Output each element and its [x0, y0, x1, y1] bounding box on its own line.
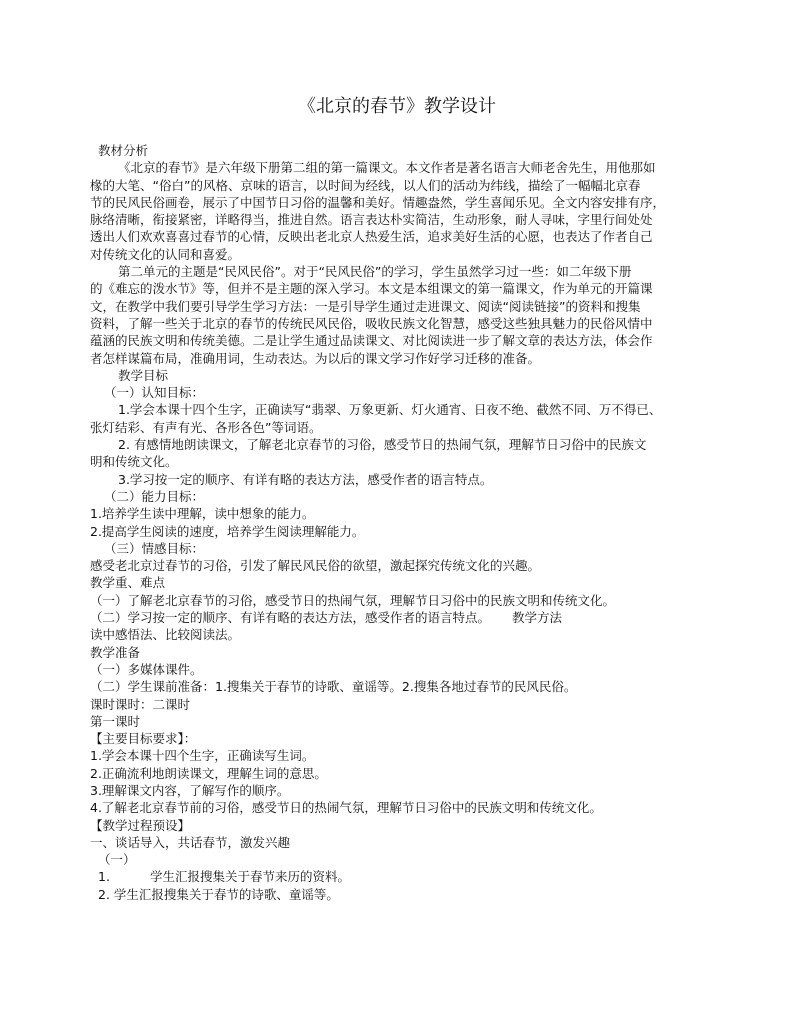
- paragraph-line: 读中感悟法、比较阅读法。: [90, 627, 241, 643]
- list-item: （一）了解老北京春节的习俗，感受节日的热闹气氛，理解节日习俗中的民族文明和传统文化。: [90, 592, 616, 608]
- subsection-heading: （一）认知目标：: [104, 385, 205, 401]
- list-item: 1.培养学生读中理解，读中想象的能力。: [90, 506, 315, 522]
- paragraph-line: 的《难忘的泼水节》等，但并不是主题的深入学习。本文是本组课文的第一篇课文，作为单元的开篇课: [90, 281, 653, 297]
- paragraph-line: 课时课时：二课时: [90, 696, 191, 712]
- paragraph-line: 《北京的春节》是六年级下册第二组的第一篇课文。本文作者是著名语言大师老舍先生，用他那如: [118, 160, 656, 176]
- section-heading: 教学目标: [118, 367, 169, 383]
- document-title: 《北京的春节》教学设计: [298, 96, 496, 117]
- list-item: 1.学会本课十四个生字，正确读写生词。: [90, 748, 315, 764]
- section-heading: 教学方法: [512, 610, 563, 626]
- paragraph-line: 脉络清晰，衔接紧密，详略得当，推进自然。语言表达朴实简洁，生动形象，耐人寻味，字里行间处处: [90, 212, 653, 228]
- list-item-continuation: 明和传统文化。: [90, 454, 178, 470]
- list-item-with-heading: [90, 609, 690, 626]
- section-heading: 教学重、难点: [90, 575, 166, 591]
- list-item: 2. 学生汇报搜集关于春节的诗歌、童谣等。: [98, 886, 339, 902]
- list-item: 1.学会本课十四个生字，正确读写“翡翠、万象更新、灯火通宵、日夜不绝、截然不同、万不得已、: [118, 402, 662, 418]
- list-item: （二）学习按一定的顺序、有详有略的表达方法，感受作者的语言特点。: [90, 610, 491, 626]
- paragraph-line: 节的民风民俗画卷，展示了中国节日习俗的温馨和美好。情趣盎然，学生喜闻乐见。全文内容安排有序，: [90, 194, 666, 210]
- section-heading: 教材分析: [98, 143, 149, 158]
- list-item-continuation: 张灯结彩、有声有光、各形各色”等词语。: [90, 419, 322, 435]
- list-item: 2.提高学生阅读的速度，培养学生阅读理解能力。: [90, 523, 365, 539]
- paragraph-line: 蕴涵的民族文明和传统美德。二是让学生通过品读课文、对比阅读进一步了解文章的表达方法，体会作: [90, 333, 653, 349]
- list-item: （二）学生课前准备：1.搜集关于春节的诗歌、童谣等。2.搜集各地过春节的民风民俗。: [90, 679, 577, 695]
- subsection-heading: （一）: [98, 852, 136, 868]
- list-item: 4.了解老北京春节前的习俗，感受节日的热闹气氛，理解节日习俗中的民族文明和传统文化。: [90, 800, 602, 816]
- paragraph-line: 资料，了解一些关于北京的春节的传统民风民俗，吸收民族文化智慧，感受这些独具魅力的民俗风情中: [90, 315, 653, 331]
- document-body: [90, 142, 690, 903]
- paragraph-line: 感受老北京过春节的习俗，引发了解民风民俗的欲望，激起探究传统文化的兴趣。: [90, 558, 541, 574]
- list-item: 2. 有感情地朗读课文，了解老北京春节的习俗，感受节日的热闹气氛，理解节日习俗中的民族文: [118, 437, 647, 453]
- section-heading: 教学准备: [90, 644, 141, 660]
- paragraph-line: 对传统文化的认同和喜爱。: [90, 246, 241, 262]
- list-item: 3.理解课文内容，了解写作的顺序。: [90, 782, 290, 798]
- section-heading: 第一课时: [90, 713, 141, 729]
- paragraph-line: 第二单元的主题是“民风民俗”。对于“民风民俗”的学习，学生虽然学习过一些：如二年级下册: [118, 264, 632, 280]
- list-item: 3.学习按一定的顺序、有详有略的表达方法，感受作者的语言特点。: [118, 471, 493, 487]
- section-heading: 一、谈话导入，共话春节，激发兴趣: [90, 834, 291, 850]
- subsection-heading: （二）能力目标：: [104, 488, 205, 504]
- list-number: 1.: [98, 869, 110, 885]
- list-item-numbered: [90, 868, 690, 885]
- subsection-heading: （三）情感目标：: [104, 540, 205, 556]
- list-item: （一）多媒体课件。: [90, 661, 203, 677]
- paragraph-line: 椽的大笔、“俗白”的风格、京味的语言，以时间为经线，以人们的活动为纬线，描绘了一幅幅北京春: [90, 177, 641, 193]
- paragraph-line: 者怎样谋篇布局，准确用词，生动表达。为以后的课文学习作好学习迁移的准备。: [90, 350, 541, 366]
- paragraph-line: 文，在教学中我们要引导学生学习方法：一是引导学生通过走进课文、阅读“阅读链接”的资料和搜集: [90, 298, 641, 314]
- paragraph-line: 透出人们欢欢喜喜过春节的心情，反映出老北京人热爱生活，追求美好生活的心愿，也表达了作者自己: [90, 229, 653, 245]
- section-heading: 【主要目标要求】：: [90, 731, 197, 747]
- list-item: 2.正确流利地朗读课文，理解生词的意思。: [90, 765, 327, 781]
- section-heading: 【教学过程预设】: [90, 817, 191, 833]
- list-item: 学生汇报搜集关于春节来历的资料。: [149, 869, 350, 885]
